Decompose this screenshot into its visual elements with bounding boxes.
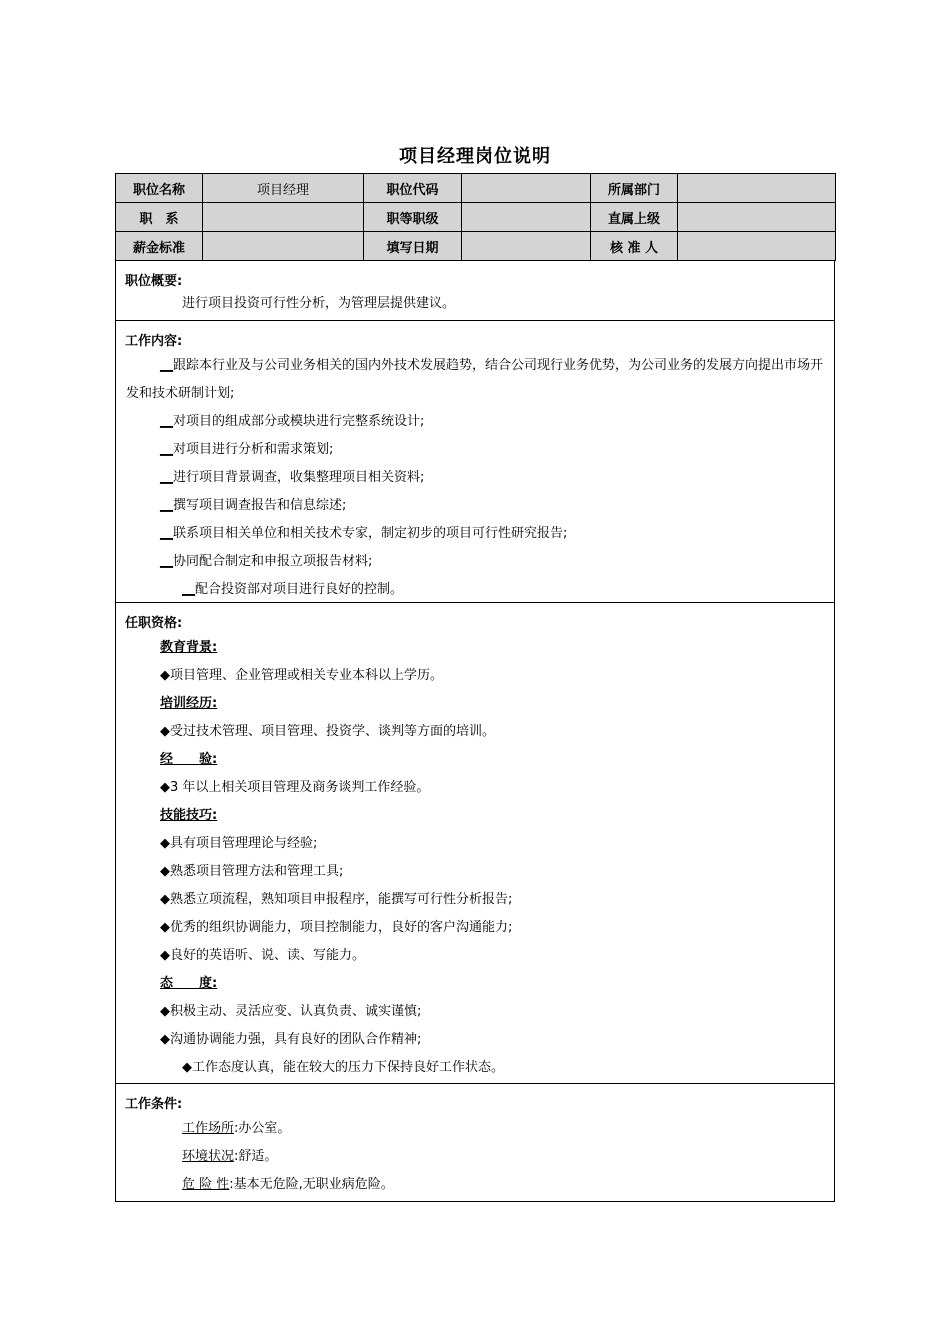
header-value [462,203,591,232]
work-item: __对项目进行分析和需求策划; [160,442,334,457]
education-heading: 教育背景: [160,640,218,655]
item-marker: __ [160,554,173,569]
header-row [116,232,836,261]
skill-item: ◆优秀的组织协调能力，项目控制能力，良好的客户沟通能力; [160,920,513,935]
work-item: __跟踪本行业及与公司业务相关的国内外技术发展趋势，结合公司现行业务优势，为公司业务的发展方向提出市场开发和技术研制计划; [126,358,824,401]
header-label: 薪金标准 [116,232,203,261]
header-label: 职位代码 [364,174,462,203]
education-item: ◆项目管理、企业管理或相关专业本科以上学历。 [160,668,443,683]
skills-heading: 技能技巧: [160,808,218,823]
header-value [203,203,364,232]
item-marker: __ [160,498,173,513]
section-title: 职位概要: [125,274,183,289]
header-row [116,174,836,203]
attitude-item: ◆积极主动、灵活应变、认真负责、诚实谨慎; [160,1004,422,1019]
condition-place: 工作场所:办公室。 [182,1121,291,1136]
header-value: 项目经理 [203,174,364,203]
work-item: __协同配合制定和申报立项报告材料; [160,554,373,569]
item-marker: __ [160,470,173,485]
experience-item: ◆3 年以上相关项目管理及商务谈判工作经验。 [160,780,430,795]
summary-text: 进行项目投资可行性分析，为管理层提供建议。 [182,296,456,311]
skill-item: ◆具有项目管理理论与经验; [160,836,318,851]
header-label: 职 系 [116,203,203,232]
work-item: __配合投资部对项目进行良好的控制。 [182,582,404,597]
work-content-section [115,321,835,603]
header-value [203,232,364,261]
item-marker: __ [160,414,173,429]
header-label: 直属上级 [591,203,678,232]
work-item: __对项目的组成部分或模块进行完整系统设计; [160,414,425,429]
header-value [678,232,836,261]
header-label: 核 准 人 [591,232,678,261]
header-value [462,174,591,203]
header-value [678,203,836,232]
conditions-section [115,1084,835,1202]
experience-heading: 经 验: [160,752,218,767]
header-row [116,203,836,232]
condition-risk: 危 险 性:基本无危险,无职业病危险。 [182,1177,394,1192]
skill-item: ◆良好的英语听、说、读、写能力。 [160,948,365,963]
header-label: 职等职级 [364,203,462,232]
attitude-heading: 态 度: [160,976,218,991]
job-description-form [115,173,833,1202]
header-label: 填写日期 [364,232,462,261]
section-title: 工作条件: [125,1097,183,1112]
section-title: 工作内容: [125,334,183,349]
header-value [678,174,836,203]
header-label: 所属部门 [591,174,678,203]
training-heading: 培训经历: [160,696,218,711]
work-item: __撰写项目调查报告和信息综述; [160,498,347,513]
skill-item: ◆熟悉项目管理方法和管理工具; [160,864,344,879]
skill-item: ◆熟悉立项流程，熟知项目申报程序，能撰写可行性分析报告; [160,892,513,907]
attitude-item: ◆沟通协调能力强，具有良好的团队合作精神; [160,1032,422,1047]
work-item: __联系项目相关单位和相关技术专家，制定初步的项目可行性研究报告; [160,526,568,541]
condition-environment: 环境状况:舒适。 [182,1149,278,1164]
section-title: 任职资格: [125,616,183,631]
attitude-item: ◆工作态度认真，能在较大的压力下保持良好工作状态。 [182,1060,504,1075]
page-title: 项目经理岗位说明 [399,146,551,167]
training-item: ◆受过技术管理、项目管理、投资学、谈判等方面的培训。 [160,724,495,739]
work-item: __进行项目背景调查，收集整理项目相关资料; [160,470,425,485]
summary-section [115,261,835,321]
qualifications-section [115,603,835,1084]
item-marker: __ [160,526,173,541]
item-marker: __ [182,582,195,597]
header-value [462,232,591,261]
header-table [115,173,836,261]
item-marker: __ [160,442,173,457]
header-label: 职位名称 [116,174,203,203]
item-marker: __ [160,358,173,373]
